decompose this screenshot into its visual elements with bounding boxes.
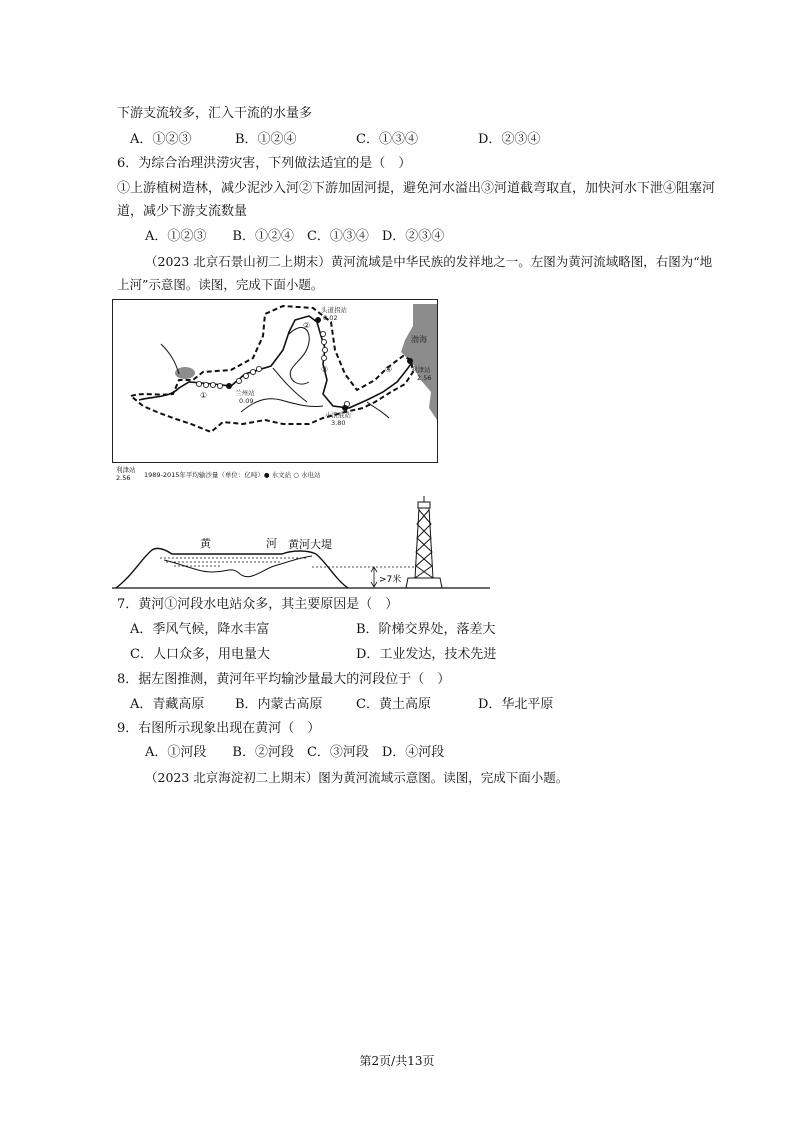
label-toudaoguai: 头道拐站 (321, 306, 347, 314)
question-8: 8．据左图推测，黄河年平均输沙量最大的河段位于（ ） (117, 672, 451, 687)
station-lijin-dot (407, 358, 413, 364)
river-tributary (367, 402, 389, 418)
label-huang: 黄 (200, 537, 211, 550)
legend-station-value: 2.56 (116, 474, 131, 482)
q7-option-d[interactable]: D．工业发达，技术先进 (356, 647, 497, 662)
intro-2: （2023 北京海淀初二上期末）图为黄河流域示意图。读图，完成下面小题。 (145, 770, 569, 785)
bohai-sea-shape (401, 304, 437, 420)
question-6-text-2: 道，减少下游支流数量 (117, 204, 248, 219)
elevated-river-diagram (112, 496, 492, 592)
question-9-options[interactable]: A．①河段 B．②河段 C．③河段 D．④河段 (145, 745, 445, 760)
q8-option-d[interactable]: D．华北平原 (478, 697, 554, 712)
label-bohai: 渤海 (411, 335, 427, 344)
legend-description: 1989-2015年平均输沙量（单位：亿吨）● 水文站 ○ 水电站 (144, 471, 321, 479)
qinghai-lake-shape (175, 367, 195, 379)
question-6-options[interactable]: A．①②③ B．①②④ C．①③④ D．②③④ (145, 229, 445, 244)
page-footer: 第2页/共13页 (359, 1054, 435, 1068)
segment-2-label: ② (303, 321, 311, 330)
basin-boundary (131, 306, 413, 432)
basin-map-graphic (113, 300, 437, 462)
q7-option-a[interactable]: A．季风气候，降水丰富 (130, 622, 270, 637)
label-lanzhou: 兰州站 (235, 389, 255, 397)
q7-option-c[interactable]: C．人口众多，用电量大 (130, 647, 270, 662)
question-6: 6．为综合治理洪涝灾害，下列做法适宜的是（ ） (117, 156, 412, 171)
q5-option-text: 下游支流较多，汇入干流的水量多 (117, 106, 313, 121)
segment-4-label: ④ (385, 365, 393, 374)
station-toudaoguai-dot (315, 317, 321, 323)
station-lanzhou-dot (226, 383, 232, 389)
label-lijin: 利津站 (411, 366, 431, 374)
value-lanzhou: 0.09 (239, 397, 254, 405)
q5-option-a[interactable]: A．①②③ (130, 132, 192, 147)
tower-icon (406, 496, 442, 588)
value-lijin: 2.56 (417, 374, 432, 382)
segment-3-label: ③ (321, 365, 329, 374)
yellow-river-main (139, 316, 411, 408)
q7-option-b[interactable]: B．阶梯交界处，落差大 (356, 622, 496, 637)
q5-option-c[interactable]: C．①③④ (356, 132, 418, 147)
dike-profile (116, 548, 348, 588)
river-tributary (161, 344, 179, 374)
q8-option-b[interactable]: B．内蒙古高原 (235, 697, 323, 712)
height-label: >7米 (379, 575, 402, 585)
question-9: 9．右图所示现象出现在黄河（ ） (117, 721, 321, 736)
q8-option-a[interactable]: A．青藏高原 (130, 697, 205, 712)
value-xiaolangdi: 3.80 (331, 419, 346, 427)
label-he: 河 (266, 537, 277, 550)
yellow-river-basin-map (112, 299, 438, 463)
label-dike: 黄河大堤 (288, 538, 332, 551)
segment-1-label: ① (200, 391, 208, 400)
value-toudaoguai: 0.02 (323, 314, 338, 322)
q5-option-d[interactable]: D．②③④ (478, 132, 541, 147)
intro-1-line-2: 上河”示意图。读图，完成下面小题。 (117, 277, 324, 292)
legend-station-name: 利津站 (116, 466, 136, 474)
question-7: 7．黄河①河段水电站众多，其主要原因是（ ） (117, 597, 399, 612)
intro-1-line-1: （2023 北京石景山初二上期末）黄河流域是中华民族的发祥地之一。左图为黄河流域略图，右图为“地 (145, 254, 713, 269)
q8-option-c[interactable]: C．黄土高原 (356, 697, 431, 712)
label-xiaolangdi: 小浪底站 (325, 411, 351, 419)
river-tributary (289, 328, 309, 385)
map-legend (116, 466, 136, 482)
q5-option-b[interactable]: B．①②④ (235, 132, 297, 147)
question-6-text-1: ①上游植树造林，减少泥沙入河②下游加固河提，避免河水溢出③河道截弯取直，加快河水下泄④阻塞河 (117, 181, 716, 196)
